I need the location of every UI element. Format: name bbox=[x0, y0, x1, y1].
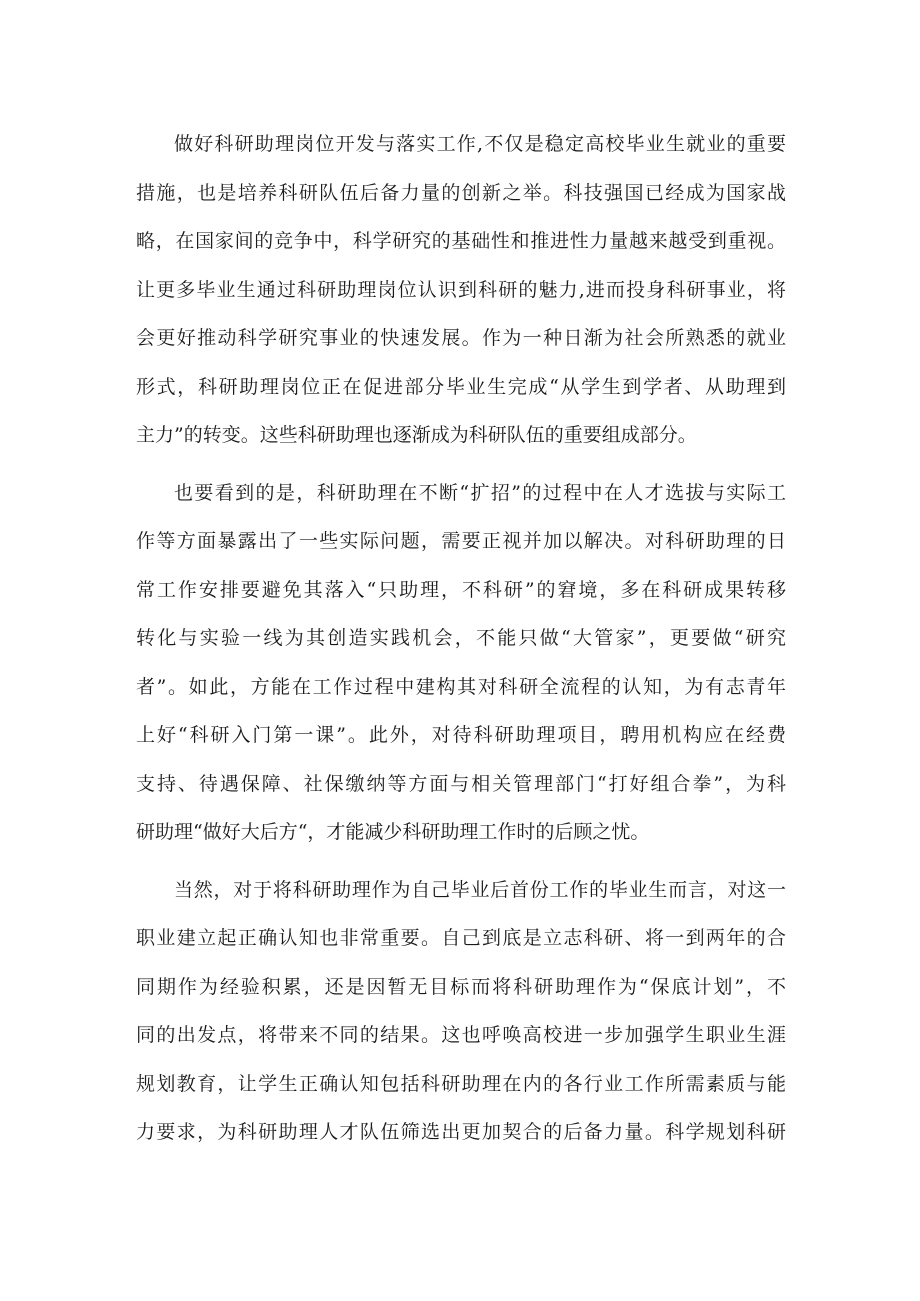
paragraph-line: 会更好推动科学研究事业的快速发展。作为一种日渐为社会所熟悉的就业 bbox=[136, 327, 786, 349]
paragraph-line: 做好科研助理岗位开发与落实工作,不仅是稳定高校毕业生就业的重要 bbox=[174, 133, 786, 155]
paragraph-line: 转化与实验一线为其创造实践机会，不能只做“大管家”，更要做“研究 bbox=[136, 627, 786, 649]
paragraph-line: 职业建立起正确认知也非常重要。自己到底是立志科研、将一到两年的合 bbox=[136, 927, 786, 949]
paragraph-line: 者”。如此，方能在工作过程中建构其对科研全流程的认知，为有志青年 bbox=[136, 675, 786, 698]
paragraph-line: 让更多毕业生通过科研助理岗位认识到科研的魅力,进而投身科研事业，将 bbox=[136, 278, 786, 301]
paragraph-line: 规划教育，让学生正确认知包括科研助理在内的各行业工作所需素质与能 bbox=[136, 1072, 786, 1095]
paragraph-line: 作等方面暴露出了一些实际问题，需要正视并加以解决。对科研助理的日 bbox=[136, 530, 786, 552]
paragraph-line: 研助理“做好大后方“，才能减少科研助理工作时的后顾之忧。 bbox=[136, 821, 650, 843]
paragraph-line: 支持、待遇保障、社保缴纳等方面与相关管理部门“打好组合拳”，为科 bbox=[136, 772, 786, 795]
paragraph-1 bbox=[136, 125, 786, 465]
document-body bbox=[136, 125, 786, 1162]
paragraph-line: 同期作为经验积累，还是因暂无目标而将科研助理作为“保底计划”，不 bbox=[136, 975, 786, 998]
paragraph-line: 常工作安排要避免其落入“只助理，不科研”的窘境，多在科研成果转移 bbox=[136, 578, 786, 601]
paragraph-line: 略，在国家间的竞争中，科学研究的基础性和推进性力量越来越受到重视。 bbox=[136, 230, 786, 252]
paragraph-line: 当然，对于将科研助理作为自己毕业后首份工作的毕业生而言，对这一 bbox=[174, 878, 786, 901]
paragraph-line: 也要看到的是，科研助理在不断“扩招”的过程中在人才选拔与实际工 bbox=[174, 481, 786, 504]
paragraph-line: 措施，也是培养科研队伍后备力量的创新之举。科技强国已经成为国家战 bbox=[136, 181, 786, 204]
paragraph-line: 形式，科研助理岗位正在促进部分毕业生完成“从学生到学者、从助理到 bbox=[136, 375, 786, 398]
paragraph-line: 力要求，为科研助理人才队伍筛选出更加契合的后备力量。科学规划科研 bbox=[136, 1121, 786, 1143]
paragraph-line: 同的出发点，将带来不同的结果。这也呼唤高校进一步加强学生职业生涯 bbox=[136, 1024, 786, 1046]
paragraph-2 bbox=[136, 474, 786, 862]
paragraph-3 bbox=[136, 871, 786, 1162]
paragraph-line: 上好“科研入门第一课”。此外，对待科研助理项目，聘用机构应在经费 bbox=[136, 724, 786, 746]
paragraph-line: 主力”的转变。这些科研助理也逐渐成为科研队伍的重要组成部分。 bbox=[136, 424, 697, 446]
